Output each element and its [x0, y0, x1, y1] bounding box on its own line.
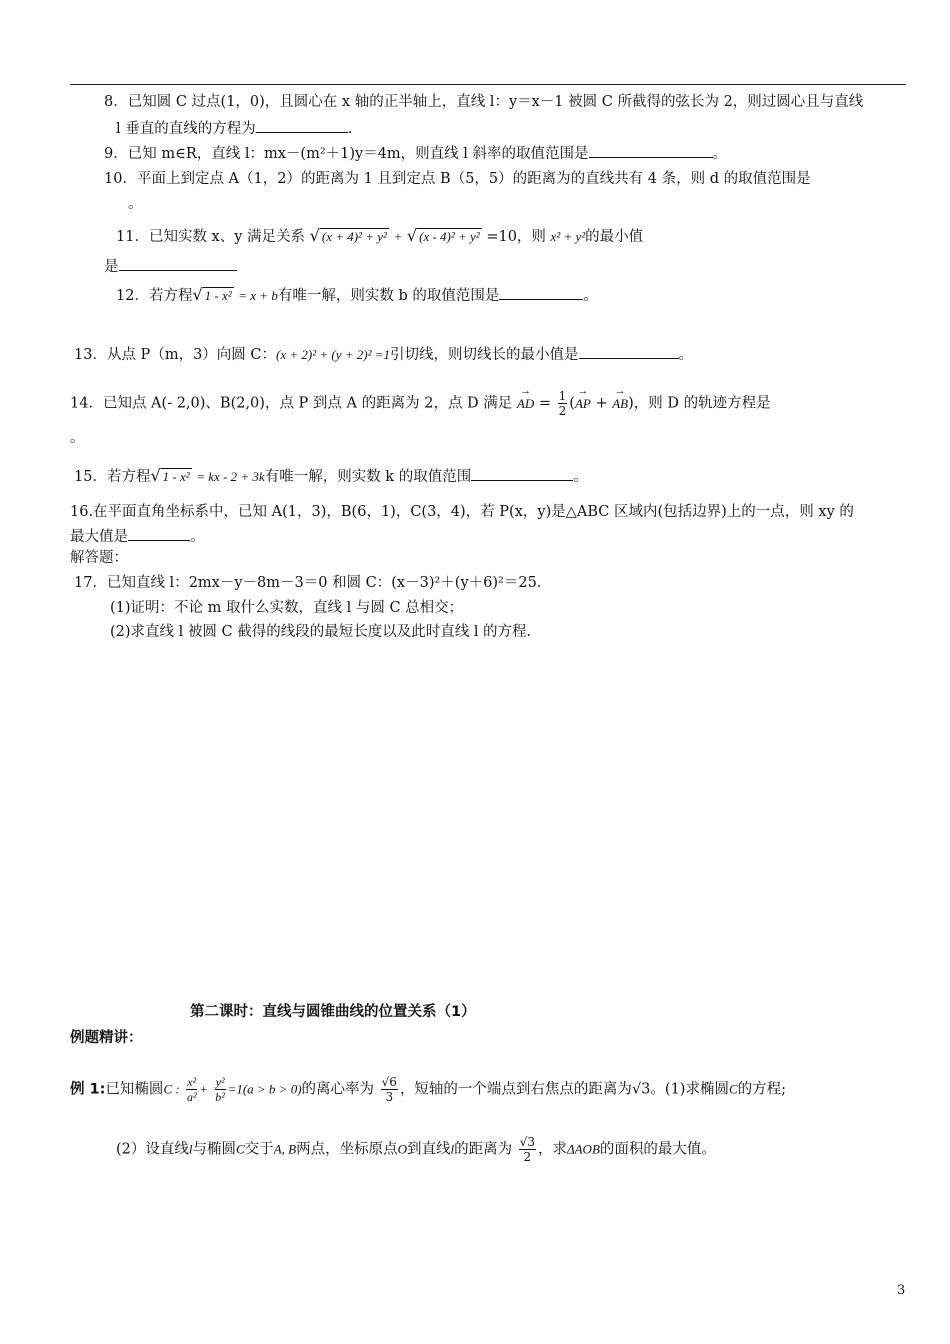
ex1-frac-y: [215, 1075, 226, 1104]
q11-prefix: 11．已知实数 x、y 满足关系: [116, 229, 306, 245]
q13-line: [74, 344, 693, 365]
ex1-c: C: [728, 1081, 738, 1097]
ex1-d-den: 2: [523, 1150, 532, 1164]
ex1-line2: [116, 1135, 716, 1164]
vector-ap: → AP: [575, 394, 591, 414]
ex1-cond: =1(a > b > 0): [227, 1081, 302, 1097]
ex1-frac-x-den: a²: [186, 1090, 197, 1104]
ex1-d-num: √3: [519, 1135, 535, 1149]
ex1-label: 例 1:: [70, 1081, 106, 1098]
ex1-text-d: 。(1)求椭圆: [650, 1081, 729, 1098]
q16-line2: [70, 526, 205, 547]
ex1-part2-b: 与椭圆: [192, 1141, 237, 1158]
q9-text: 9．已知 m∈R，直线 l：mx－(m²＋1)y＝4m，则直线 l 斜率的取值范围是: [104, 146, 589, 162]
ex1-part2-e: 到直线: [406, 1141, 451, 1158]
ex1-part2-c: 交于: [244, 1141, 274, 1158]
ex1-text-a: 已知椭圆: [105, 1081, 164, 1098]
ex1-dist: √3: [631, 1081, 651, 1098]
q10-line2: 。: [128, 196, 143, 212]
q13-answer-blank: [579, 344, 679, 359]
q14-plus: +: [595, 395, 608, 412]
q15-line: [74, 466, 588, 487]
q8-line1: 8．已知圆 C 过点(1，0)，且圆心在 x 轴的正半轴上，直线 l：y＝x－1 被圆 C 所截得的弦长为 2，则过圆心且与直线: [104, 94, 864, 110]
ex1-frac-x: [186, 1075, 197, 1104]
header-rule: [70, 84, 906, 85]
ex1-l: l: [188, 1141, 193, 1157]
q15-prefix: 15．若方程: [74, 469, 151, 485]
ex1-c2: C: [236, 1141, 245, 1157]
ex1-distance-frac: [519, 1135, 536, 1164]
q12-root: 1 - x²: [204, 288, 232, 303]
q11-line2-text: 是: [104, 259, 119, 275]
q15-end: 。: [573, 469, 588, 485]
q15-answer-blank: [471, 466, 573, 481]
ex1-text-e: 的方程;: [737, 1081, 787, 1098]
q9-line: [104, 143, 727, 164]
q12-prefix: 12．若方程: [116, 288, 193, 304]
q8-line2-end: .: [347, 121, 353, 137]
ex1-part2-f: 的距离为: [454, 1141, 513, 1158]
sqrt-icon: √: [192, 285, 203, 304]
ex1-part2-d: 两点，坐标原点: [296, 1141, 398, 1158]
q12-rhs: = x + b: [238, 288, 278, 303]
ex1-frac-x-num: x²: [187, 1075, 197, 1089]
q15-suffix: 有唯一解，则实数 k 的取值范围: [264, 469, 472, 485]
q13-suffix: 引切线，则切线长的最小值是: [390, 347, 579, 363]
q9-end: 。: [712, 146, 728, 162]
ex1-line1: [70, 1075, 786, 1104]
q14-prefix: 14．已知点 A(- 2,0)、B(2,0)，点 P 到点 A 的距离为 2，点 D 满足: [70, 395, 513, 412]
q17-line2: (1)证明：不论 m 取什么实数，直线 l 与圆 C 总相交；: [110, 600, 464, 616]
q16-answer-blank: [128, 526, 190, 541]
q8-line2-text: l 垂直的直线的方程为: [116, 121, 256, 137]
q12-line: [116, 285, 598, 306]
ex1-e-num: √6: [381, 1075, 397, 1089]
q14-close: ): [628, 395, 634, 412]
q12-suffix: 有唯一解，则实数 b 的取值范围是: [277, 288, 500, 304]
q14-open: (: [569, 395, 575, 412]
q14-line1: [70, 389, 771, 418]
q16-line1: 16.在平面直角坐标系中，已知 A(1，3)，B(6，1)，C(3，4)，若 P(x，y)是△ABC 区域内(包括边界)上的一点，则 xy 的: [70, 504, 854, 520]
ex1-part2-h: 的面积的最大值。: [599, 1141, 716, 1158]
q13-end: 。: [678, 347, 693, 363]
ex1-part2-a: (2）设直线: [116, 1141, 189, 1158]
q12-end: 。: [583, 288, 598, 304]
q14-frac-num: 1: [558, 389, 567, 403]
q14-eq: =: [538, 395, 552, 412]
q14-suffix: ，则 D 的轨迹方程是: [633, 395, 771, 412]
ex1-frac-y-den: b²: [215, 1090, 225, 1104]
ex1-text-c: ，短轴的一个端点到右焦点的距离为: [399, 1081, 632, 1098]
q13-expr: (x + 2)² + (y + 2)² =1: [276, 347, 390, 362]
q12-answer-blank: [499, 285, 583, 300]
q15-root: 1 - x²: [162, 469, 190, 484]
q8-answer-blank: [256, 118, 348, 133]
q11-target: x² + y²: [550, 229, 586, 244]
sqrt-icon: √: [406, 226, 418, 245]
q17-line1: 17．已知直线 l：2mx－y－8m－3＝0 和圆 C：(x－3)²＋(y＋6)²＝25.: [74, 575, 542, 591]
q8-line2: [116, 118, 352, 139]
vector-ad: → AD: [517, 394, 534, 414]
q13-prefix: 13．从点 P（m，3）向圆 C：: [74, 347, 276, 363]
ex1-eccentricity: [381, 1075, 398, 1104]
page-number: 3: [897, 1283, 906, 1298]
ex1-frac-y-num: y²: [215, 1075, 225, 1089]
q17-line3: (2)求直线 l 被圆 C 截得的线段的最短长度以及此时直线 l 的方程.: [110, 624, 532, 640]
q14-fraction: [558, 389, 568, 418]
ex1-plus: +: [199, 1081, 209, 1097]
vector-ab: → AB: [612, 394, 628, 414]
lesson-title: 第二课时：直线与圆锥曲线的位置关系（1）: [190, 1004, 476, 1020]
sqrt-icon: √: [150, 466, 161, 485]
ex1-ab: A, B: [273, 1141, 297, 1157]
q10-line1: 10．平面上到定点 A（1，2）的距离为 1 且到定点 B（5，5）的距离为的直线共有 4 条，则 d 的取值范围是: [104, 171, 811, 187]
answer-section-heading: 解答题：: [70, 550, 128, 566]
ex1-triangle: ΔAOB: [566, 1141, 600, 1157]
q9-answer-blank: [589, 143, 713, 158]
sqrt-icon: √: [309, 226, 320, 245]
q11-expr1: (x + 4)² + y²: [321, 229, 387, 244]
ex1-part2-g: ，求: [537, 1141, 567, 1158]
q11-line1: [116, 226, 643, 247]
q11-plus: +: [393, 229, 403, 244]
q16-line2-text: 最大值是: [70, 529, 128, 545]
q16-end: 。: [190, 529, 205, 545]
q14-frac-den: 2: [558, 404, 567, 418]
ex1-l2: l: [450, 1141, 455, 1157]
ex1-o: O: [397, 1141, 407, 1157]
ex1-c-colon: C :: [163, 1081, 180, 1097]
q11-expr2: (x - 4)² + y²: [419, 229, 480, 244]
q14-line2: 。: [70, 430, 85, 446]
q11-suffix: 的最小值: [585, 229, 644, 245]
q15-rhs: = kx - 2 + 3k: [196, 469, 265, 484]
ex1-text-b: 的离心率为: [301, 1081, 375, 1098]
q11-line2: [104, 256, 237, 277]
example-heading: 例题精讲：: [70, 1030, 143, 1046]
ex1-e-den: 3: [385, 1090, 394, 1104]
q11-answer-blank: [119, 256, 237, 271]
q11-eq: =10，则: [486, 229, 546, 245]
